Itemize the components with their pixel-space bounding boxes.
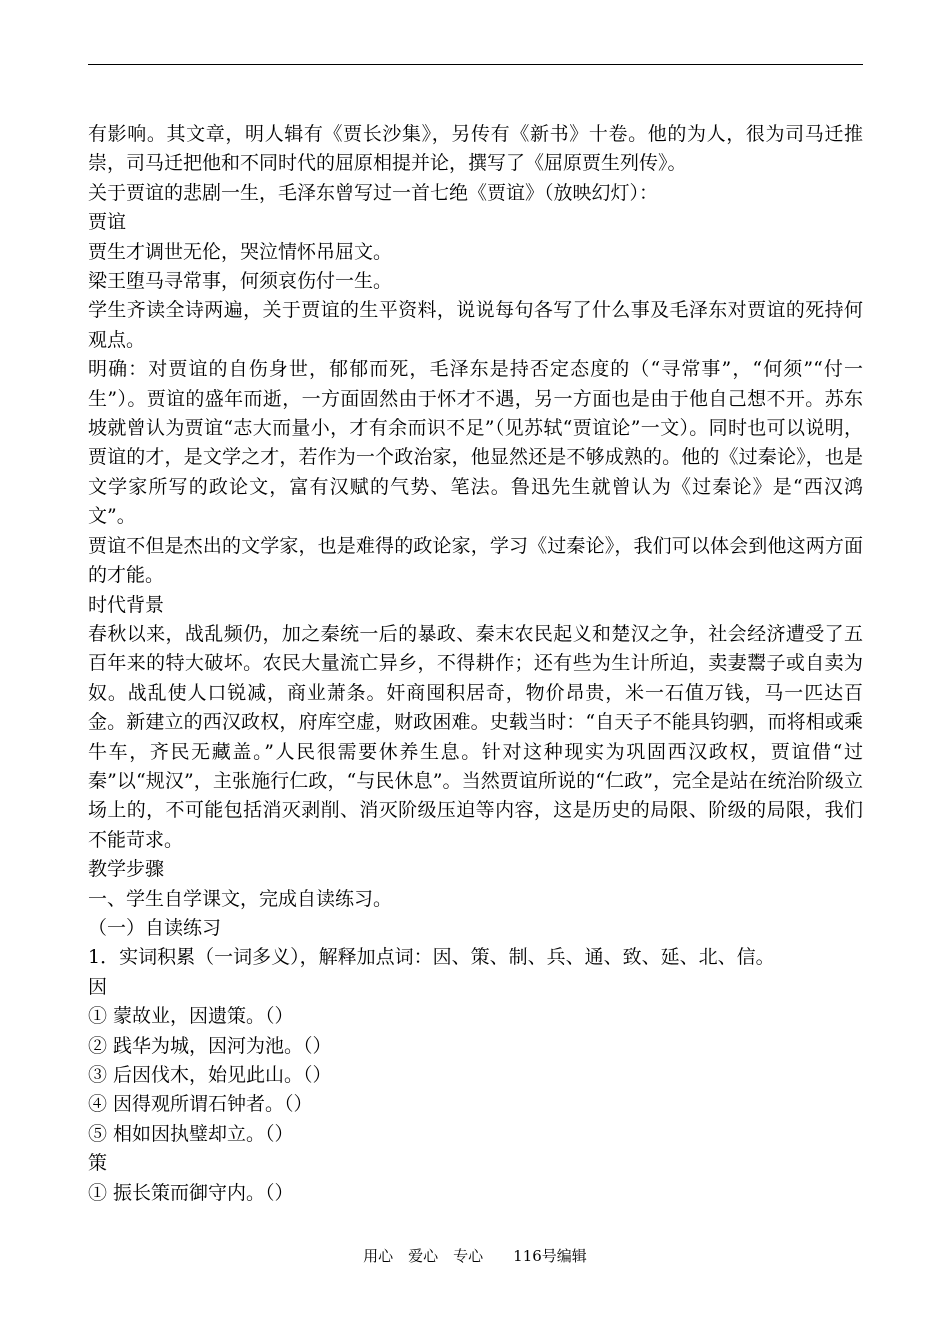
exercise-item: ④ 因得观所谓石钟者。（） xyxy=(88,1093,313,1116)
paragraph: 春秋以来，战乱频仍，加之秦统一后的暴政、秦末农民起义和楚汉之争，社会经济遭受了五百年来的特大破坏。农民大量流亡异乡，不得耕作；还有些为生计所迫，卖妻鬻子或自卖为奴。战乱使人口锐减，商业萧条。奸商囤积居奇，物价昂贵，米一石值万钱，马一匹达百金。新建立的西汉政权，府库空虚，财政困难。史载当时：“自天子不能具钧驷，而将相或乘牛车，齐民无藏盖。”人民很需要休养生息。针对这种现实为巩固西汉政权，贾谊借“过秦”以“规汉”，主张施行仁政，“与民休息”。当然贾谊所说的“仁政”，完全是站在统治阶级立场上的，不可能包括消灭剥削、消灭阶级压迫等内容，这是历史的局限、阶级的局限，我们不能苛求。 xyxy=(88,622,863,851)
header-rule xyxy=(88,64,863,65)
subsection-heading: （一）自读练习 xyxy=(88,916,222,939)
poem-line: 梁王堕马寻常事，何须哀伤付一生。 xyxy=(88,270,393,293)
exercise-item: ① 振长策而御守内。（） xyxy=(88,1181,294,1204)
paragraph: 关于贾谊的悲剧一生，毛泽东曾写过一首七绝《贾谊》（放映幻灯）： xyxy=(88,181,659,204)
exercise-item: ⑤ 相如因执璧却立。（） xyxy=(88,1122,294,1145)
exercise-item: ② 践华为城，因河为池。（） xyxy=(88,1034,332,1057)
page-body xyxy=(88,120,863,1208)
exercise-item: ① 蒙故业，因遗策。（） xyxy=(88,1005,294,1028)
paragraph: 学生齐读全诗两遍，关于贾谊的生平资料，说说每句各写了什么事及毛泽东对贾谊的死持何观点。 xyxy=(88,299,863,351)
page-footer: 用心 爱心 专心 116号编辑 xyxy=(363,1247,587,1265)
paragraph: 一、学生自学课文，完成自读练习。 xyxy=(88,887,393,910)
paragraph: 贾谊不但是杰出的文学家，也是难得的政论家，学习《过秦论》，我们可以体会到他这两方面的才能。 xyxy=(88,534,863,587)
poem-line: 贾生才调世无伦，哭泣情怀吊屈文。 xyxy=(88,240,393,263)
section-heading: 时代背景 xyxy=(88,593,165,616)
poem-title: 贾谊 xyxy=(88,211,127,234)
exercise-item: ③ 后因伐木，始见此山。（） xyxy=(88,1064,332,1086)
paragraph: 有影响。其文章，明人辑有《贾长沙集》，另传有《新书》十卷。他的为人，很为司马迁推崇，司马迁把他和不同时代的屈原相提并论，撰写了《屈原贾生列传》。 xyxy=(88,123,863,175)
exercise-instruction: 1．实词积累（一词多义），解释加点词：因、策、制、兵、通、致、延、北、信。 xyxy=(88,946,775,969)
paragraph: 明确：对贾谊的自伤身世，郁郁而死，毛泽东是持否定态度的（“寻常事”，“何须”“付一生”）。贾谊的盛年而逝，一方面固然由于怀才不遇，另一方面也是由于他自己想不开。苏东坡就曾认为贾谊“志大而量小，才有余而识不足”（见苏轼“贾谊论”一文）。同时也可以说明，贾谊的才，是文学之才，若作为一个政治家，他显然还是不够成熟的。他的《过秦论》，也是文学家所写的政论文，富有汉赋的气势、笔法。鲁迅先生就曾认为《过秦论》是“西汉鸿文”。 xyxy=(88,358,863,528)
word-heading: 因 xyxy=(88,975,108,998)
word-heading: 策 xyxy=(88,1152,108,1175)
section-heading: 教学步骤 xyxy=(88,858,165,881)
